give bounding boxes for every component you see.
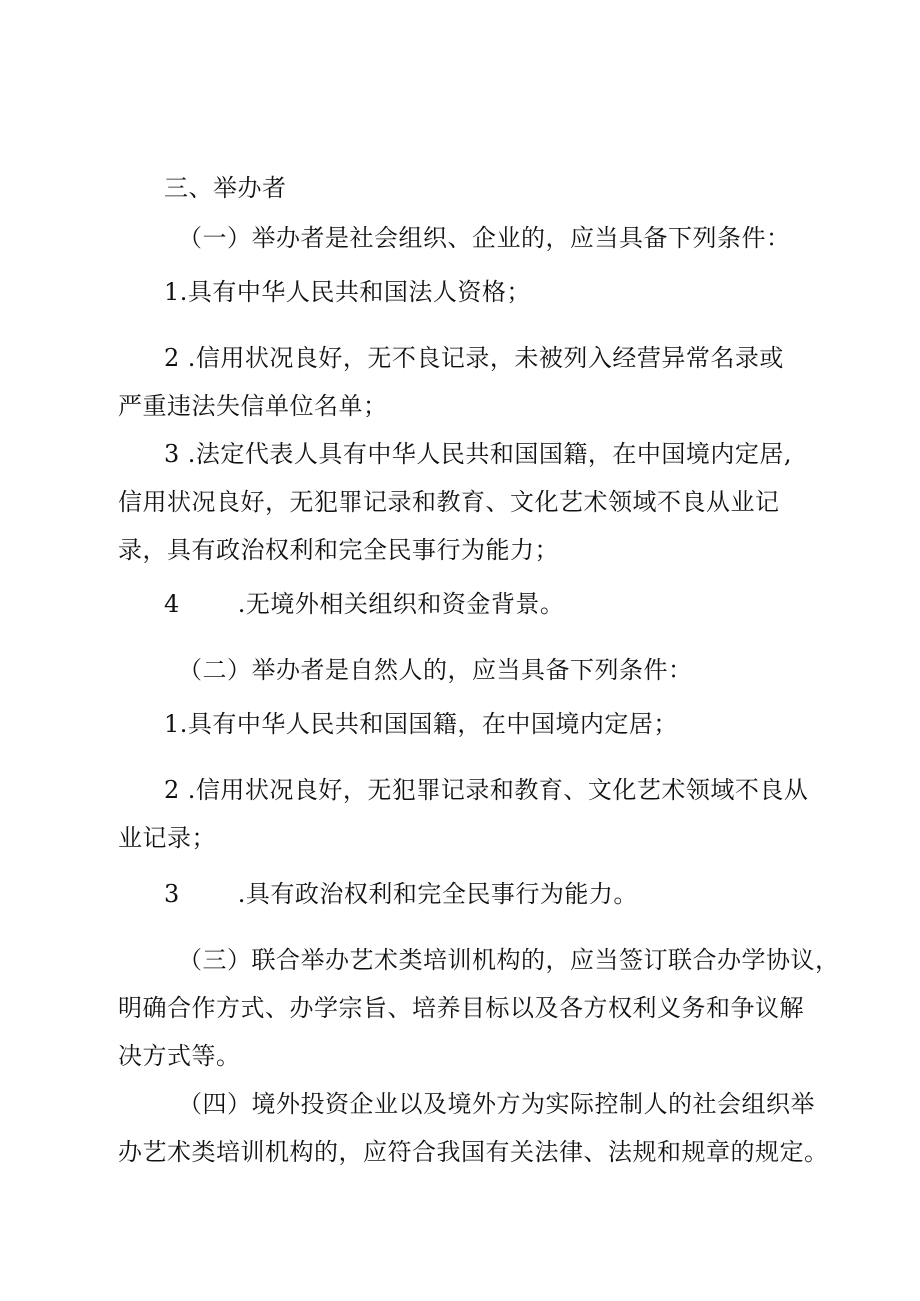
- section2-item1: 1.具有中华人民共和国国籍，在中国境内定居；: [164, 710, 678, 738]
- section1-item4-number: 4: [164, 590, 180, 618]
- section1-item3-line2: 信用状况良好，无犯罪记录和教育、文化艺术领域不良从业记: [118, 488, 780, 516]
- section1-item3-text: .法定代表人具有中华人民共和国国籍，在中国境内定居,: [187, 440, 793, 468]
- section1-title: （一）举办者是社会组织、企业的，应当具备下列条件：: [178, 224, 791, 252]
- section-heading: 三、举办者: [164, 174, 287, 202]
- section1-item3-number: 3: [164, 440, 180, 468]
- section1-item1: 1.具有中华人民共和国法人资格；: [164, 278, 531, 306]
- section2-item2-line1: [164, 774, 808, 806]
- section1-item2-number: 2: [164, 344, 180, 372]
- section1-item4-text: .无境外相关组织和资金背景。: [237, 590, 565, 618]
- section1-item2-line1: [164, 342, 784, 374]
- section2-item3: [164, 878, 638, 910]
- section3-line1: （三）联合举办艺术类培训机构的，应当签订联合办学协议，: [178, 946, 840, 974]
- section1-item4: [164, 588, 564, 620]
- section2-title: （二）举办者是自然人的，应当具备下列条件：: [178, 656, 693, 684]
- section4-line2: 办艺术类培训机构的，应符合我国有关法律、法规和规章的规定。: [118, 1138, 829, 1166]
- section1-item2-line2: 严重违法失信单位名单；: [118, 392, 388, 420]
- section2-item2-line2: 业记录；: [118, 824, 216, 852]
- section3-line2: 明确合作方式、办学宗旨、培养目标以及各方权利义务和争议解: [118, 994, 804, 1022]
- section1-item3-line3: 录，具有政治权利和完全民事行为能力；: [118, 536, 559, 564]
- section2-item3-text: .具有政治权利和完全民事行为能力。: [237, 880, 638, 908]
- section3-line3: 决方式等。: [118, 1042, 241, 1070]
- section1-item2-text: .信用状况良好，无不良记录，未被列入经营异常名录或: [187, 344, 784, 372]
- section2-item3-number: 3: [164, 880, 180, 908]
- section2-item2-number: 2: [164, 776, 180, 804]
- section4-line1: （四）境外投资企业以及境外方为实际控制人的社会组织举: [178, 1090, 815, 1118]
- section2-item2-text: .信用状况良好，无犯罪记录和教育、文化艺术领域不良从: [187, 776, 809, 804]
- section1-item3-line1: [164, 438, 792, 470]
